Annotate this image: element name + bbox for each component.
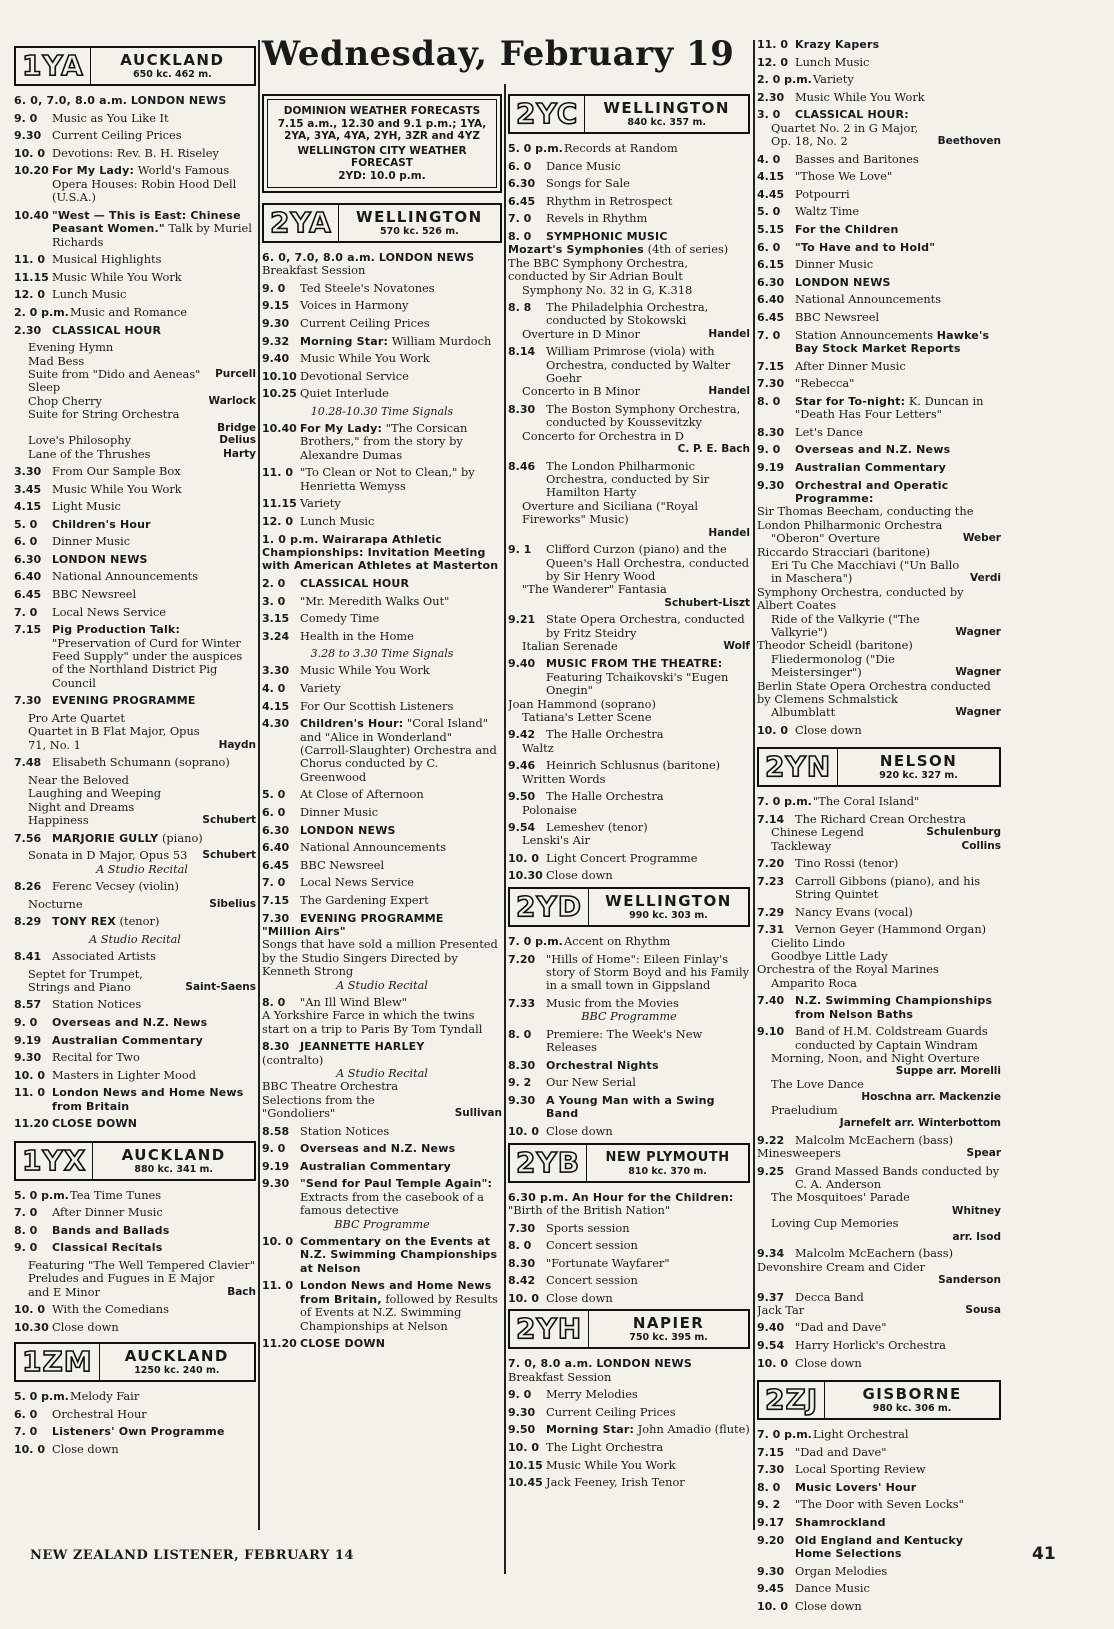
entry: 9.50 The Halle Orchestra <box>508 789 664 804</box>
programme-detail: Breakfast Session <box>508 1369 612 1384</box>
entry: 9. 0 Music as You Like It <box>14 110 169 125</box>
column-2 <box>262 84 502 1355</box>
station-call: 2YC <box>516 97 579 130</box>
entry: 10.45 Jack Feeney, Irish Tenor <box>508 1475 685 1490</box>
station-frequency: 810 kc. 370 m. <box>628 1165 707 1177</box>
entry: 9. 2 Our New Serial <box>508 1075 636 1090</box>
entry: 11. 0 Musical Highlights <box>14 252 162 267</box>
entry: 10. 0 Light Concert Programme <box>508 850 698 865</box>
entry: 6.30 LONDON NEWS <box>262 823 396 837</box>
station-header-2zj <box>757 1380 1001 1420</box>
entry: 7.15 The Gardening Expert <box>262 892 429 907</box>
entry: 9.21 State Opera Orchestra, conducted by Fritz Steidry <box>508 612 745 640</box>
entry: 4.30 Children's Hour: "Coral Island" and "Alice in Wonderland" (Carroll-Slaughter) Orchestra and Chorus conducted by C. Greenwood <box>262 716 497 784</box>
station-city: NEW PLYMOUTH <box>605 1149 730 1165</box>
entry: 11. 0 Krazy Kapers <box>757 38 880 51</box>
entry: 6.30 LONDON NEWS <box>14 552 148 566</box>
entry: 9.46 Heinrich Schlusnus (baritone) <box>508 758 721 773</box>
entry: 9.30 Orchestral and Operatic Programme: <box>757 478 949 505</box>
entry: 10. 0 Close down <box>508 1290 613 1305</box>
programme-detail: "Million Airs" Songs that have sold a million Presented by the Studio Singers Directed by Kenneth Strong A Studio Recital <box>262 924 498 992</box>
entry: 8.29 TONY REX (tenor) <box>14 913 160 928</box>
entry: 9. 0 Overseas and N.Z. News <box>262 1142 456 1156</box>
entry: 6.40 National Announcements <box>757 292 942 307</box>
programme-detail: Nocturne Sibelius <box>28 896 256 911</box>
entry: 8. 0 "An Ill Wind Blew" <box>262 994 407 1009</box>
weather-times: 7.15 a.m., 12.30 and 9.1 p.m.; 1YA, 2YA, 3YA, 4YA, 2YH, 3ZR and 4YZ <box>277 117 487 142</box>
programme-detail: Sir Thomas Beecham, conducting the London Philharmonic Orchestra "Oberon" Overture Weber Riccardo Stracciari (baritone) Eri Tu Che Macchiavi ("Un Ballo in Maschera") Verdi Symphony Orchestra, conducted by Albert Coates Ride of the Valkyrie ("The Valkyrie") Wagner Theodor Scheidl (baritone) Fliedermonolog ("Die Meistersinger") Wagner Berlin State Opera Orchestra conducted by Clemens Schmalstick Albumblatt Wagner <box>757 504 1001 720</box>
entry: 9.30 Current Ceiling Prices <box>508 1404 676 1419</box>
entry: 8. 8 The Philadelphia Orchestra, conducted by Stokowski <box>508 300 709 328</box>
entry: 6.45 BBC Newsreel <box>262 857 385 872</box>
entry: 5. 0 Children's Hour <box>14 517 151 531</box>
entry: 11. 0 "To Clean or Not to Clean," by Henrietta Wemyss <box>262 465 475 493</box>
entry: 9.40 Music While You Work <box>262 351 430 366</box>
entry: 9. 2 "The Door with Seven Locks" <box>757 1497 964 1512</box>
entry: 10.40 For My Lady: "The Corsican Brothers," from the story by Alexandre Dumas <box>262 420 468 462</box>
station-header-2yh <box>508 1309 750 1349</box>
entry: 9.19 Australian Commentary <box>757 460 946 474</box>
programme-detail: Overture and Siciliana ("Royal Fireworks" Music) Handel <box>522 498 750 539</box>
programme-detail: Chinese Legend Schulenburg Tackleway Collins <box>771 825 1001 853</box>
entry: 9.10 Band of H.M. Coldstream Guards conducted by Captain Windram <box>757 1024 988 1052</box>
entry: 2.30 CLASSICAL HOUR <box>14 323 162 337</box>
station-frequency: 650 kc. 462 m. <box>133 69 212 80</box>
entry: 9.15 Voices in Harmony <box>262 298 409 313</box>
entry: 7.30 EVENING PROGRAMME <box>262 911 444 925</box>
entry: 9.30 Current Ceiling Prices <box>14 128 182 143</box>
station-call: 1YA <box>22 49 84 82</box>
weather-forecast-box <box>262 94 502 193</box>
programme-detail: Septet for Trumpet, Strings and Piano Saint-Saens <box>28 966 256 994</box>
entry: 4. 0 Variety <box>262 680 341 695</box>
entry: 3. 0 "Mr. Meredith Walks Out" <box>262 593 450 608</box>
entry: 6. 0 Orchestral Hour <box>14 1406 147 1421</box>
entry: 11.20 CLOSE DOWN <box>14 1117 138 1131</box>
entry: 5.15 For the Children <box>757 222 899 236</box>
station-frequency: 920 kc. 327 m. <box>879 770 958 782</box>
entry: 4. 0 Basses and Baritones <box>757 151 919 166</box>
programme-detail: Evening Hymn Mad Bess Suite from "Dido and Aeneas" Purcell Sleep Chop Cherry Warlock Suite for String Orchestra Bridge Love's Philosophy Delius Lane of the Thrushes Harty <box>28 340 256 461</box>
entry: 7.15 Pig Production Talk: "Preservation of Curd for Winter Feed Supply" under the auspices of the Northland District Pig Council <box>14 623 243 690</box>
time-signals: 3.28 to 3.30 Time Signals <box>310 647 454 661</box>
entry: 10.40 "West — This is East: Chinese Peasant Women." Talk by Muriel Richards <box>14 208 252 249</box>
entry: 8. 0 Music Lovers' Hour <box>757 1480 917 1494</box>
programme-detail: Jack Tar Sousa <box>757 1302 1001 1317</box>
entry: 8.14 William Primrose (viola) with Orchestra, conducted by Walter Goehr <box>508 344 731 386</box>
schedule-1ya <box>14 94 256 1131</box>
station-city: AUCKLAND <box>124 1347 229 1366</box>
entry: 7.29 Nancy Evans (vocal) <box>757 904 913 919</box>
entry: 7. 0 p.m. Light Orchestral <box>757 1426 909 1441</box>
station-frequency: 980 kc. 306 m. <box>872 1402 952 1414</box>
entry: 10.20 For My Lady: World's Famous Opera Houses: Robin Hood Dell (U.S.A.) <box>14 163 237 205</box>
programme-detail: Sonata in D Major, Opus 53 Schubert A Studio Recital <box>28 848 256 876</box>
entry: 6.15 Dinner Music <box>757 257 874 272</box>
station-header-1yx <box>14 1141 256 1181</box>
entry: 5. 0 p.m. Tea Time Tunes <box>14 1187 162 1202</box>
entry: 8.30 The Boston Symphony Orchestra, conducted by Koussevitzky <box>508 401 741 430</box>
schedule-2yd <box>508 935 750 1138</box>
entry: 7.31 Vernon Geyer (Hammond Organ) <box>757 922 987 937</box>
station-call: 1YX <box>22 1143 87 1177</box>
weather-title: DOMINION WEATHER FORECASTS <box>283 105 481 117</box>
station-city: GISBORNE <box>862 1384 962 1403</box>
schedule-2ya <box>262 251 502 1351</box>
entry: 8.58 Station Notices <box>262 1123 390 1138</box>
entry: 9.30 Recital for Two <box>14 1050 140 1065</box>
entry: 10.25 Quiet Interlude <box>262 386 389 401</box>
programme-detail: Italian Serenade Wolf <box>522 639 750 654</box>
station-call: 2ZJ <box>765 1382 819 1416</box>
station-frequency: 990 kc. 303 m. <box>629 909 708 921</box>
station-call: 2YA <box>270 206 332 239</box>
entry: 8.30 "Fortunate Wayfarer" <box>508 1255 670 1270</box>
entry: 3.15 Comedy Time <box>262 611 380 626</box>
entry: 10. 0 Close down <box>757 722 862 737</box>
station-frequency: 1250 kc. 240 m. <box>134 1365 220 1377</box>
day-heading: Wednesday, February 19 <box>262 34 735 74</box>
entry: 7. 0, 8.0 a.m. LONDON NEWS <box>508 1357 692 1371</box>
entry: 6. 0, 7.0, 8.0 a.m. LONDON NEWS <box>14 94 227 107</box>
schedule-1yx <box>14 1189 256 1335</box>
entry: 9. 0 Merry Melodies <box>508 1387 638 1402</box>
entry: 9.32 Morning Star: William Murdoch <box>262 333 492 348</box>
entry: 7.56 MARJORIE GULLY (piano) <box>14 830 203 845</box>
entry: 9.34 Malcolm McEachern (bass) <box>757 1246 954 1261</box>
entry: 6.45 Rhythm in Retrospect <box>508 193 673 208</box>
programme-detail: (contralto) A Studio Recital BBC Theatre Orchestra Selections from the "Gondoliers" Sullivan <box>262 1052 502 1121</box>
entry: 6.45 BBC Newsreel <box>757 309 880 324</box>
entry: 6. 0 Dance Music <box>508 158 621 173</box>
programme-detail: Mozart's Symphonies (4th of series) The BBC Symphony Orchestra, conducted by Sir Adrian Boult Symphony No. 32 in G, K.318 <box>508 242 729 297</box>
programme-detail: Morning, Noon, and Night Overture Suppe arr. Morelli The Love Dance Hoschna arr. Mackenzie Praeludium Jarnefelt arr. Winterbottom <box>771 1051 1001 1130</box>
entry: 9.45 Dance Music <box>757 1581 870 1596</box>
entry: 10.30 Close down <box>14 1319 119 1334</box>
programme-detail: Written Words <box>522 771 606 786</box>
entry: 10.15 Music While You Work <box>508 1457 676 1472</box>
entry: 10. 0 Masters in Lighter Mood <box>14 1067 197 1082</box>
entry: 10. 0 Close down <box>14 1442 119 1457</box>
entry: 8.26 Ferenc Vecsey (violin) <box>14 878 179 893</box>
entry: 6.45 BBC Newsreel <box>14 587 137 602</box>
entry: 8. 0 Star for To-night: K. Duncan in "Death Has Four Letters" <box>757 393 984 422</box>
station-header-2yd <box>508 887 750 927</box>
entry: 5. 0 p.m. Melody Fair <box>14 1389 140 1404</box>
entry: 7. 0 After Dinner Music <box>14 1205 163 1220</box>
entry: 10.30 Close down <box>508 868 613 883</box>
station-header-2yc <box>508 94 750 134</box>
entry: 6.30 Songs for Sale <box>508 176 630 191</box>
bbc-note: BBC Programme <box>334 1217 430 1231</box>
entry: 7. 0 p.m. "The Coral Island" <box>757 794 920 809</box>
station-frequency: 570 kc. 526 m. <box>380 226 459 237</box>
entry: 9.20 Old England and Kentucky Home Selections <box>757 1533 964 1560</box>
entry: 3.24 Health in the Home <box>262 628 414 643</box>
footer-publication: NEW ZEALAND LISTENER, FEBRUARY 14 <box>30 1548 354 1563</box>
entry: 8. 0 Premiere: The Week's New Releases <box>508 1026 703 1055</box>
entry: 3.30 From Our Sample Box <box>14 463 181 478</box>
entry: 9.19 Australian Commentary <box>262 1159 451 1173</box>
station-city: WELLINGTON <box>356 208 483 226</box>
column-4 <box>757 38 1001 1617</box>
entry: 9.40 "Dad and Dave" <box>757 1320 887 1335</box>
entry: 12. 0 Lunch Music <box>14 287 127 302</box>
station-frequency: 840 kc. 357 m. <box>627 117 706 128</box>
entry: 10. 0 Commentary on the Events at N.Z. Swimming Championships at Nelson <box>262 1235 498 1275</box>
entry: 7. 0 Local News Service <box>262 875 414 890</box>
entry: 8.30 Orchestral Nights <box>508 1058 659 1072</box>
entry: 9.17 Shamrockland <box>757 1515 886 1529</box>
station-header-1ya <box>14 46 256 86</box>
entry: 6. 0 Dinner Music <box>14 534 131 549</box>
programme-detail: "The Wanderer" Fantasia Schubert-Liszt <box>522 582 750 609</box>
programme-detail: Breakfast Session <box>262 263 366 278</box>
station-city: WELLINGTON <box>605 891 732 910</box>
entry: 9.30 Current Ceiling Prices <box>262 316 430 330</box>
station-call: 1ZM <box>22 1345 93 1379</box>
entry: 9.30 A Young Man with a Swing Band <box>508 1093 715 1121</box>
entry: 6. 0, 7.0, 8.0 a.m. LONDON NEWS <box>262 251 475 264</box>
entry: 10. 0 Close down <box>508 1123 613 1138</box>
studio-note: A Studio Recital <box>89 932 181 946</box>
entry: 6. 0 Dinner Music <box>262 804 379 819</box>
page-number: 41 <box>1032 1544 1056 1564</box>
entry: 11. 0 London News and Home News from Britain, followed by Results of Events at N.Z. Swimming Championships at Nelson <box>262 1279 498 1333</box>
entry: 12. 0 Lunch Music <box>262 513 375 528</box>
entry: 9.30 Organ Melodies <box>757 1563 888 1578</box>
entry: 11. 0 London News and Home News from Britain <box>14 1086 244 1113</box>
entry: 11.20 CLOSE DOWN <box>262 1337 386 1351</box>
entry: 7. 0 p.m. Accent on Rhythm <box>508 933 671 948</box>
entry: 7.30 EVENING PROGRAMME <box>14 694 196 708</box>
schedule-2yn <box>757 795 1001 1370</box>
programme-detail: Lenski's Air <box>522 833 590 848</box>
column-rule <box>258 40 260 1530</box>
station-header-2yb <box>508 1143 750 1183</box>
entry: 9.50 Morning Star: John Amadio (flute) <box>508 1422 750 1437</box>
entry: 8.41 Associated Artists <box>14 948 156 963</box>
entry: 7.20 "Hills of Home": Eileen Finlay's story of Storm Boyd and his Family in a small town in Gippsland <box>508 951 750 993</box>
programme-detail: Waltz <box>522 740 554 755</box>
column-rule <box>753 40 755 1530</box>
entry: 9.54 Lemeshev (tenor) <box>508 819 648 834</box>
station-city: WELLINGTON <box>603 99 730 117</box>
station-city: NELSON <box>879 752 958 771</box>
entry: 9.19 Australian Commentary <box>14 1033 203 1047</box>
entry: 4.15 For Our Scottish Listeners <box>262 698 454 713</box>
entry: 8.46 The London Philharmonic Orchestra, conducted by Sir Hamilton Harty <box>508 458 710 500</box>
entry: 10. 0 Close down <box>757 1355 862 1370</box>
station-header-2ya <box>262 203 502 243</box>
entry: 6.40 National Announcements <box>262 840 447 855</box>
column-1 <box>14 42 256 1461</box>
entry: 7.48 Elisabeth Schumann (soprano) <box>14 755 230 770</box>
weather-city-title: WELLINGTON CITY WEATHER FORECAST <box>297 144 467 169</box>
entry: 7.30 Sports session <box>508 1220 630 1235</box>
entry: 8. 0 Concert session <box>508 1238 638 1253</box>
station-header-2yn <box>757 747 1001 787</box>
entry: 10.10 Devotional Service <box>262 368 409 383</box>
station-call: 2YH <box>516 1312 583 1346</box>
entry: 8. 0 SYMPHONIC MUSIC <box>508 229 668 243</box>
programme-detail: Concerto for Orchestra in D C. P. E. Bach <box>522 428 750 456</box>
entry: 8.30 Let's Dance <box>757 424 863 439</box>
entry: 5. 0 At Close of Afternoon <box>262 787 424 802</box>
entry: 2. 0 p.m. Music and Romance <box>14 304 188 319</box>
programme-detail: Pro Arte Quartet Quartet in B Flat Major, Opus 71, No. 1 Haydn <box>28 711 256 752</box>
entry: 9.54 Harry Horlick's Orchestra <box>757 1337 946 1352</box>
entry: 8.30 JEANNETTE HARLEY <box>262 1040 425 1054</box>
column-3 <box>508 90 750 1494</box>
entry: 9. 0 Ted Steele's Novatones <box>262 280 435 295</box>
entry: 10. 0 Close down <box>757 1598 862 1613</box>
programme-detail: The Mosquitoes' Parade Whitney Loving Cup Memories arr. Isod <box>771 1190 1001 1243</box>
entry: 7.15 After Dinner Music <box>757 358 906 373</box>
entry: 6.30 LONDON NEWS <box>757 275 891 289</box>
entry: 10. 0 Devotions: Rev. B. H. Riseley <box>14 145 219 160</box>
entry: 7.14 The Richard Crean Orchestra <box>757 811 966 826</box>
entry: 9.25 Grand Massed Bands conducted by C. A. Anderson <box>757 1163 1000 1191</box>
entry: 9.40 MUSIC FROM THE THEATRE: Featuring Tchaikovski's "Eugen Onegin" <box>508 657 729 698</box>
entry: 2. 0 CLASSICAL HOUR <box>262 576 410 590</box>
entry: 7. 0 Station Announcements Hawke's Bay Stock Market Reports <box>757 327 990 355</box>
entry: 9.37 Decca Band <box>757 1289 864 1304</box>
programme-detail: Devonshire Cream and Cider Sanderson <box>757 1259 1001 1287</box>
entry: 4.15 "Those We Love" <box>757 169 893 184</box>
station-call: 2YN <box>765 750 832 784</box>
entry: 7.20 Tino Rossi (tenor) <box>757 856 899 871</box>
station-frequency: 750 kc. 395 m. <box>629 1332 708 1344</box>
programme-detail: Minesweepers Spear <box>757 1146 1001 1161</box>
entry: 5. 0 Waltz Time <box>757 204 860 219</box>
entry: 7.40 N.Z. Swimming Championships from Nelson Baths <box>757 994 993 1021</box>
programme-detail: Overture in D Minor Handel <box>522 326 750 341</box>
column-rule <box>504 84 506 1574</box>
entry: 7.23 Carroll Gibbons (piano), and his String Quintet <box>757 873 981 902</box>
entry: 7. 0 Revels in Rhythm <box>508 211 648 226</box>
entry: 7.15 "Dad and Dave" <box>757 1444 887 1459</box>
entry: 9. 0 Classical Recitals <box>14 1241 163 1255</box>
entry: 2. 0 p.m. Variety <box>757 72 854 87</box>
entry: 7. 0 Local News Service <box>14 604 166 619</box>
station-city: AUCKLAND <box>121 1145 226 1164</box>
entry: 10. 0 With the Comedians <box>14 1302 169 1317</box>
schedule-2zj <box>757 1428 1001 1613</box>
station-frequency: 880 kc. 341 m. <box>134 1163 213 1175</box>
entry: 5. 0 p.m. Records at Random <box>508 141 678 155</box>
programme-detail: Quartet No. 2 in G Major, Op. 18, No. 2 Beethoven <box>771 120 1001 149</box>
entry: 3.30 Music While You Work <box>262 663 430 678</box>
entry: 3.45 Music While You Work <box>14 481 182 496</box>
entry: 2.30 Music While You Work <box>757 89 925 104</box>
schedule-1zm <box>14 1390 256 1456</box>
programme-detail: Polonaise <box>522 802 577 817</box>
entry: 9. 0 Overseas and N.Z. News <box>757 443 951 457</box>
entry: 9.42 The Halle Orchestra <box>508 727 664 742</box>
programme-detail: A Yorkshire Farce in which the twins start on a trip to Paris By Tom Tyndall <box>262 1008 483 1036</box>
weather-city-time: 2YD: 10.0 p.m. <box>338 169 426 182</box>
schedule-2yb <box>508 1191 750 1306</box>
entry: 7.30 Local Sporting Review <box>757 1462 926 1477</box>
entry: 7.33 Music from the Movies <box>508 995 679 1010</box>
entry: 12. 0 Lunch Music <box>757 54 870 69</box>
programme-detail: Concerto in B Minor Handel <box>522 384 750 399</box>
station-call: 2YD <box>516 889 582 923</box>
entry: 6. 0 "To Have and to Hold" <box>757 240 936 254</box>
entry: 10. 0 The Light Orchestra <box>508 1440 664 1455</box>
entry: 1. 0 p.m. Wairarapa Athletic Championships: Invitation Meeting with American Athletes at Masterton <box>262 532 499 573</box>
entry: 4.15 Light Music <box>14 499 121 514</box>
entry: 11.15 Music While You Work <box>14 269 182 284</box>
entry: 4.45 Potpourri <box>757 186 850 201</box>
entry: 6.30 p.m. An Hour for the Children: "Birth of the British Nation" <box>508 1190 734 1217</box>
station-call: 2YB <box>516 1145 581 1179</box>
station-city: NAPIER <box>632 1314 705 1333</box>
entry: 9.30 "Send for Paul Temple Again": Extracts from the casebook of a famous detective <box>262 1177 493 1218</box>
entry: 7.30 "Rebecca" <box>757 376 855 391</box>
entry: 8. 0 Bands and Ballads <box>14 1223 170 1237</box>
entry: 9. 0 Overseas and N.Z. News <box>14 1015 208 1029</box>
entry: 11.15 Variety <box>262 496 341 511</box>
station-header-1zm <box>14 1342 256 1382</box>
programme-detail: Joan Hammond (soprano) Tatiana's Letter Scene <box>508 696 656 725</box>
entry: 8.42 Concert session <box>508 1273 638 1288</box>
schedule-2yc <box>508 142 750 883</box>
time-signals: 10.28-10.30 Time Signals <box>310 404 454 418</box>
entry: 9. 1 Clifford Curzon (piano) and the Queen's Hall Orchestra, conducted by Sir Henry Wood <box>508 542 750 583</box>
entry: 6.40 National Announcements <box>14 569 199 584</box>
entry: 8.57 Station Notices <box>14 997 142 1012</box>
programme-detail: Near the Beloved Laughing and Weeping Night and Dreams Happiness Schubert <box>28 772 256 828</box>
programme-detail: Featuring "The Well Tempered Clavier" Preludes and Fugues in E Major and E Minor Bach <box>28 1258 256 1299</box>
programme-detail: Cielito Lindo Goodbye Little Lady Orchestra of the Royal Marines Amparito Roca <box>757 935 939 990</box>
schedule-2yh <box>508 1357 750 1489</box>
bbc-note: BBC Programme <box>581 1010 677 1024</box>
station-city: AUCKLAND <box>120 51 225 69</box>
entry: 3. 0 CLASSICAL HOUR: <box>757 108 909 122</box>
entry: 7. 0 Listeners' Own Programme <box>14 1425 225 1439</box>
entry: 9.22 Malcolm McEachern (bass) <box>757 1132 954 1147</box>
schedule-2yh-continued <box>757 38 1001 737</box>
